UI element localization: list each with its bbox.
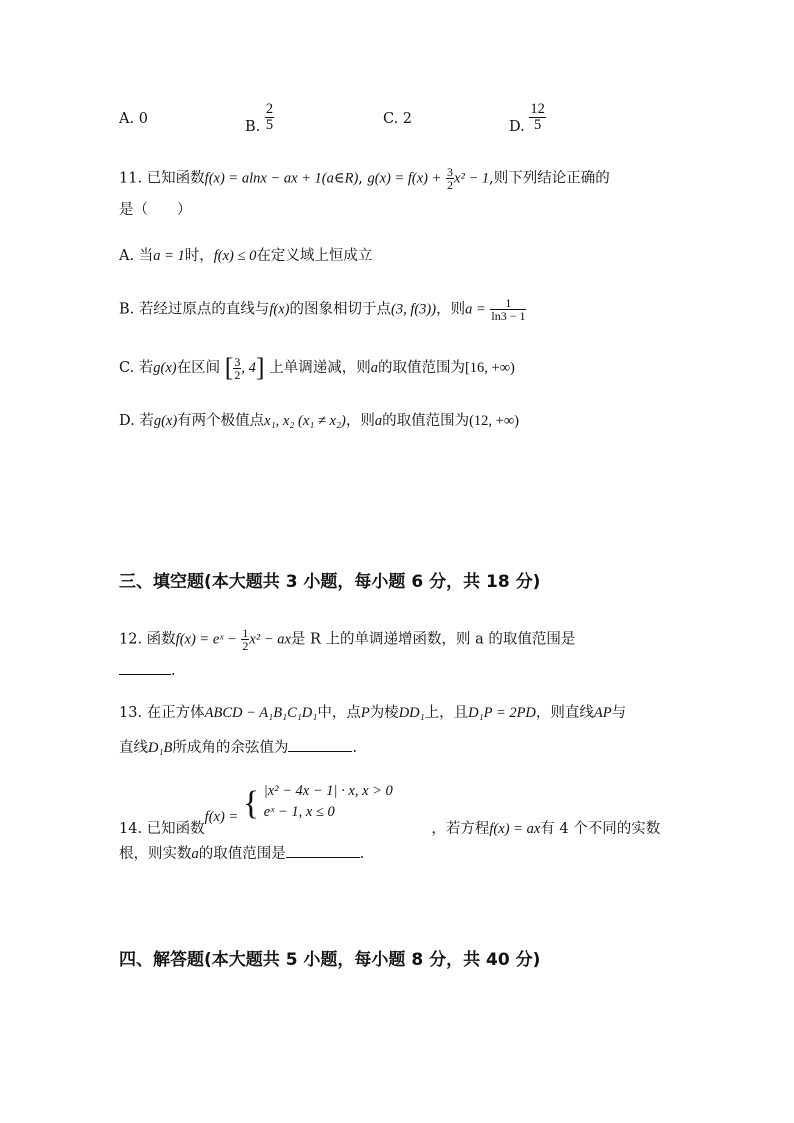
q13-end1: 与 [611, 705, 627, 721]
q12-f-right: x² − ax [249, 631, 291, 648]
q11-option-d-prefix: D. 若 [119, 413, 154, 429]
q10-option-b [245, 101, 274, 135]
q12-f-left: f(x) = eˣ − [175, 631, 237, 648]
q11-option-a-ineq: f(x) ≤ 0 [213, 248, 257, 264]
q13-condition: D₁P = 2PD [468, 705, 536, 721]
q11-stem [119, 166, 610, 191]
fraction-denominator: 2 [234, 367, 241, 382]
q10-option-b-fraction [265, 102, 274, 132]
q11-option-b-a: a = [465, 301, 486, 318]
q11-option-d-a: a [374, 413, 383, 429]
q11-stem-suffix: ,则下列结论正确的 [489, 170, 610, 187]
q12-stem [119, 627, 575, 652]
q11-option-b-fraction [490, 297, 526, 322]
section-3-heading: 三、填空题(本大题共 3 小题，每小题 6 分，共 18 分) [119, 572, 541, 592]
q13-mid1: 中，点 [317, 705, 361, 721]
q11-g-right: x² − 1 [454, 170, 490, 187]
q11-option-b-then: ，则 [436, 301, 466, 318]
q11-option-d-range: (12, +∞) [469, 413, 519, 429]
q11-option-c-interval-rest: , 4 [241, 360, 256, 376]
q11-g-fraction [446, 166, 454, 191]
q13-end: . [352, 740, 357, 756]
q14-case-1: |x² − 4x − 1| · x, x > 0 [263, 783, 393, 799]
q11-option-d [119, 414, 519, 429]
q14-f-label: f(x) = [204, 809, 239, 825]
piecewise-brace: { [242, 785, 260, 822]
q13-point-p: P [360, 705, 370, 721]
q14-cases [264, 781, 393, 823]
q14-stem [119, 781, 661, 837]
fraction-numerator: 3 [234, 354, 241, 369]
q12-post: 是 R 上的单调递增函数，则 a 的取值范围是 [290, 631, 576, 648]
q13-line2-post: 所成角的余弦值为 [172, 740, 289, 756]
q13-edge: DD₁ [398, 705, 425, 721]
q14-line2-post: 的取值范围是 [198, 846, 286, 862]
q11-option-c-prefix: C. 若 [119, 360, 154, 376]
q11-option-d-mid: 有两个极值点 [177, 413, 265, 429]
q10-option-d-fraction [529, 102, 546, 132]
q13-mid4: ，则直线 [535, 705, 594, 721]
fraction-denominator: ln3 − 1 [491, 309, 526, 323]
fraction-numerator: 1 [490, 297, 526, 310]
q11-option-d-gx: g(x) [153, 413, 178, 429]
q11-option-a-post: 在定义域上恒成立 [256, 248, 373, 264]
answer-blank[interactable] [288, 739, 352, 752]
q11-option-b [119, 297, 526, 322]
q14-mid: ，若方程 [431, 821, 490, 837]
q10-option-a: A. 0 [119, 111, 148, 127]
fraction-denominator: 5 [265, 116, 274, 133]
q11-option-a-mid: 时， [184, 248, 214, 264]
q11-option-a [119, 249, 372, 264]
q14-case-2: eˣ − 1, x ≤ 0 [263, 804, 335, 821]
q11-option-c-mid: 在区间 [176, 360, 221, 376]
q13-stem-line2 [119, 739, 357, 756]
right-bracket: ] [255, 353, 265, 382]
q11-option-c-a: a [370, 360, 378, 376]
q10-option-d [509, 101, 546, 135]
q14-end: . [359, 846, 365, 862]
q14-prefix: 14. 已知函数 [119, 821, 205, 837]
q13-line-ap: AP [593, 705, 612, 721]
fraction-numerator: 3 [447, 165, 454, 179]
fraction-numerator: 2 [265, 101, 274, 117]
q11-option-a-cond: a = 1 [153, 248, 185, 264]
q14-a: a [191, 846, 199, 862]
q13-cube: ABCD − A₁B₁C₁D₁ [204, 705, 318, 721]
q11-option-c-range: [16, +∞) [464, 360, 515, 376]
q11-f-definition: f(x) = alnx − ax + 1(a∈R) [204, 170, 359, 187]
q11-option-c-post: 上单调递减，则 [269, 360, 371, 376]
q11-option-c [119, 355, 515, 381]
q13-prefix: 13. 在正方体 [119, 705, 205, 721]
q11-option-b-mid: 的图象相切于点 [289, 301, 391, 318]
q14-post: 有 4 个不同的实数 [540, 821, 661, 837]
fraction-denominator: 2 [447, 178, 454, 192]
q10-option-d-label: D. [509, 119, 525, 135]
q11-option-a-prefix: A. 当 [119, 248, 154, 264]
answer-blank[interactable] [119, 662, 171, 675]
q10-option-c: C. 2 [383, 111, 413, 127]
fraction-denominator: 5 [533, 116, 542, 133]
q13-mid2: 为棱 [369, 705, 399, 721]
q11-stem-line2: 是（ ） [119, 202, 192, 218]
q11-option-b-prefix: B. 若经过原点的直线与 [119, 301, 270, 318]
q14-line2-prefix: 根，则实数 [119, 846, 192, 862]
q14-stem-line2 [119, 845, 364, 862]
q11-g-left: g(x) = f(x) + [367, 170, 442, 187]
q12-end: . [171, 663, 176, 679]
q11-option-d-then: ，则 [345, 413, 375, 429]
q13-line-d1b: D₁B [148, 740, 173, 756]
answer-blank[interactable] [286, 845, 360, 858]
q11-stem-prefix: 11. 已知函数 [119, 170, 205, 187]
q13-stem [119, 706, 626, 721]
q11-option-b-point: (3, f(3)) [391, 301, 437, 318]
q14-equation: f(x) = ax [489, 821, 541, 837]
q10-option-b-label: B. [245, 119, 261, 135]
q13-mid3: 上，且 [424, 705, 469, 721]
q11-option-d-range-text: 的取值范围为 [382, 413, 470, 429]
q11-option-d-points: x₁, x₂ (x₁ ≠ x₂) [264, 413, 346, 429]
fraction-denominator: 2 [242, 639, 249, 653]
q11-option-b-fx: f(x) [269, 301, 290, 318]
q11-option-c-gx: g(x) [153, 360, 177, 376]
section-4-heading: 四、解答题(本大题共 5 小题，每小题 8 分，共 40 分) [119, 950, 541, 970]
q12-prefix: 12. 函数 [119, 631, 176, 648]
left-bracket: [ [224, 353, 234, 382]
q13-line2-prefix: 直线 [119, 740, 148, 756]
fraction-numerator: 12 [530, 101, 545, 117]
q12-answer-line [119, 662, 176, 679]
q11-sep: , [358, 170, 363, 187]
fraction-numerator: 1 [242, 626, 249, 640]
q11-option-c-range-text: 的取值范围为 [377, 360, 465, 376]
